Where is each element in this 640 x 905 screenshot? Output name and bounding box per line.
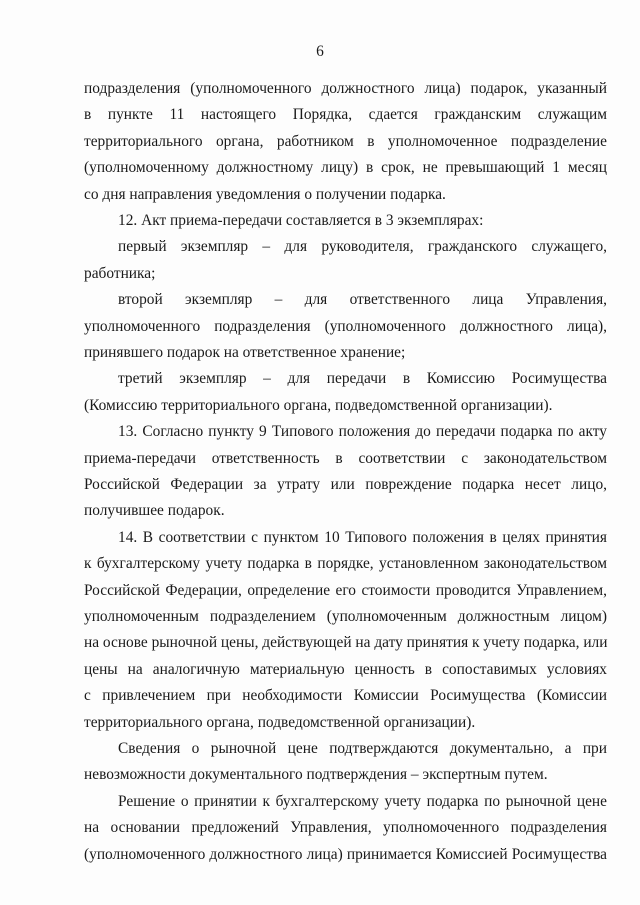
text-line: первый экземпляр – для руководителя, гражданского служащего, <box>118 238 607 256</box>
text-line: Российской Федерации за утрату или повреждение подарка несет лицо, <box>84 476 607 493</box>
text-line: второй экземпляр – для ответственного лица Управления, <box>118 291 607 309</box>
text-line: Российской Федерации, определение его стоимости проводится Управлением, <box>84 581 607 599</box>
text-line: Сведения о рыночной цене подтверждаются документально, а при <box>118 740 607 757</box>
text-line: (Комиссию территориального органа, подведомственной организации). <box>84 396 553 414</box>
text-line: приема-передачи ответственность в соответствии с законодательством <box>84 449 607 467</box>
text-line: уполномоченного подразделения (уполномоченного должностного лица), <box>84 317 607 335</box>
text-line: территориального органа, подведомственной организации). <box>84 713 476 731</box>
text-line: 12. Акт приема-передачи составляется в 3 экземплярах: <box>118 212 484 229</box>
text-line: цены на аналогичную материальную ценность в сопоставимых условиях <box>84 660 607 678</box>
text-line: получившее подарок. <box>84 502 225 520</box>
text-line: подразделения (уполномоченного должностного лица) подарок, указанный <box>84 80 607 97</box>
text-line: в пункте 11 настоящего Порядка, сдается гражданским служащим <box>84 106 607 124</box>
text-line: (уполномоченному должностному лицу) в срок, не превышающий 1 месяц <box>84 159 607 177</box>
text-line: к бухгалтерскому учету подарка в порядке, установленном законодательством <box>84 555 607 573</box>
text-line: с привлечением при необходимости Комиссии Росимущества (Комиссии <box>84 687 607 705</box>
text-line: 14. В соответствии с пунктом 10 Типового положения в целях принятия <box>118 528 607 546</box>
text-line: Решение о принятии к бухгалтерскому учету подарка по рыночной цене <box>118 792 607 810</box>
text-line: (уполномоченного должностного лица) принимается Комиссией Росимущества <box>84 845 607 863</box>
text-line: уполномоченным подразделением (уполномоченным должностным лицом) <box>84 608 607 625</box>
text-line: работника; <box>84 264 156 282</box>
text-line: на основании предложений Управления, уполномоченного подразделения <box>84 819 607 837</box>
text-line: со дня направления уведомления о получении подарка. <box>84 185 446 203</box>
text-line: территориального органа, работником в уполномоченное подразделение <box>84 132 607 150</box>
text-line: третий экземпляр – для передачи в Комиссию Росимущества <box>118 370 607 388</box>
text-line: невозможности документального подтверждения – экспертным путем. <box>84 766 548 784</box>
text-line: принявшего подарок на ответственное хранение; <box>84 344 406 361</box>
text-line: 13. Согласно пункту 9 Типового положения до передачи подарка по акту <box>118 423 607 441</box>
page-number: 6 <box>316 43 324 60</box>
text-line: на основе рыночной цены, действующей на дату принятия к учету подарка, или <box>84 634 608 652</box>
